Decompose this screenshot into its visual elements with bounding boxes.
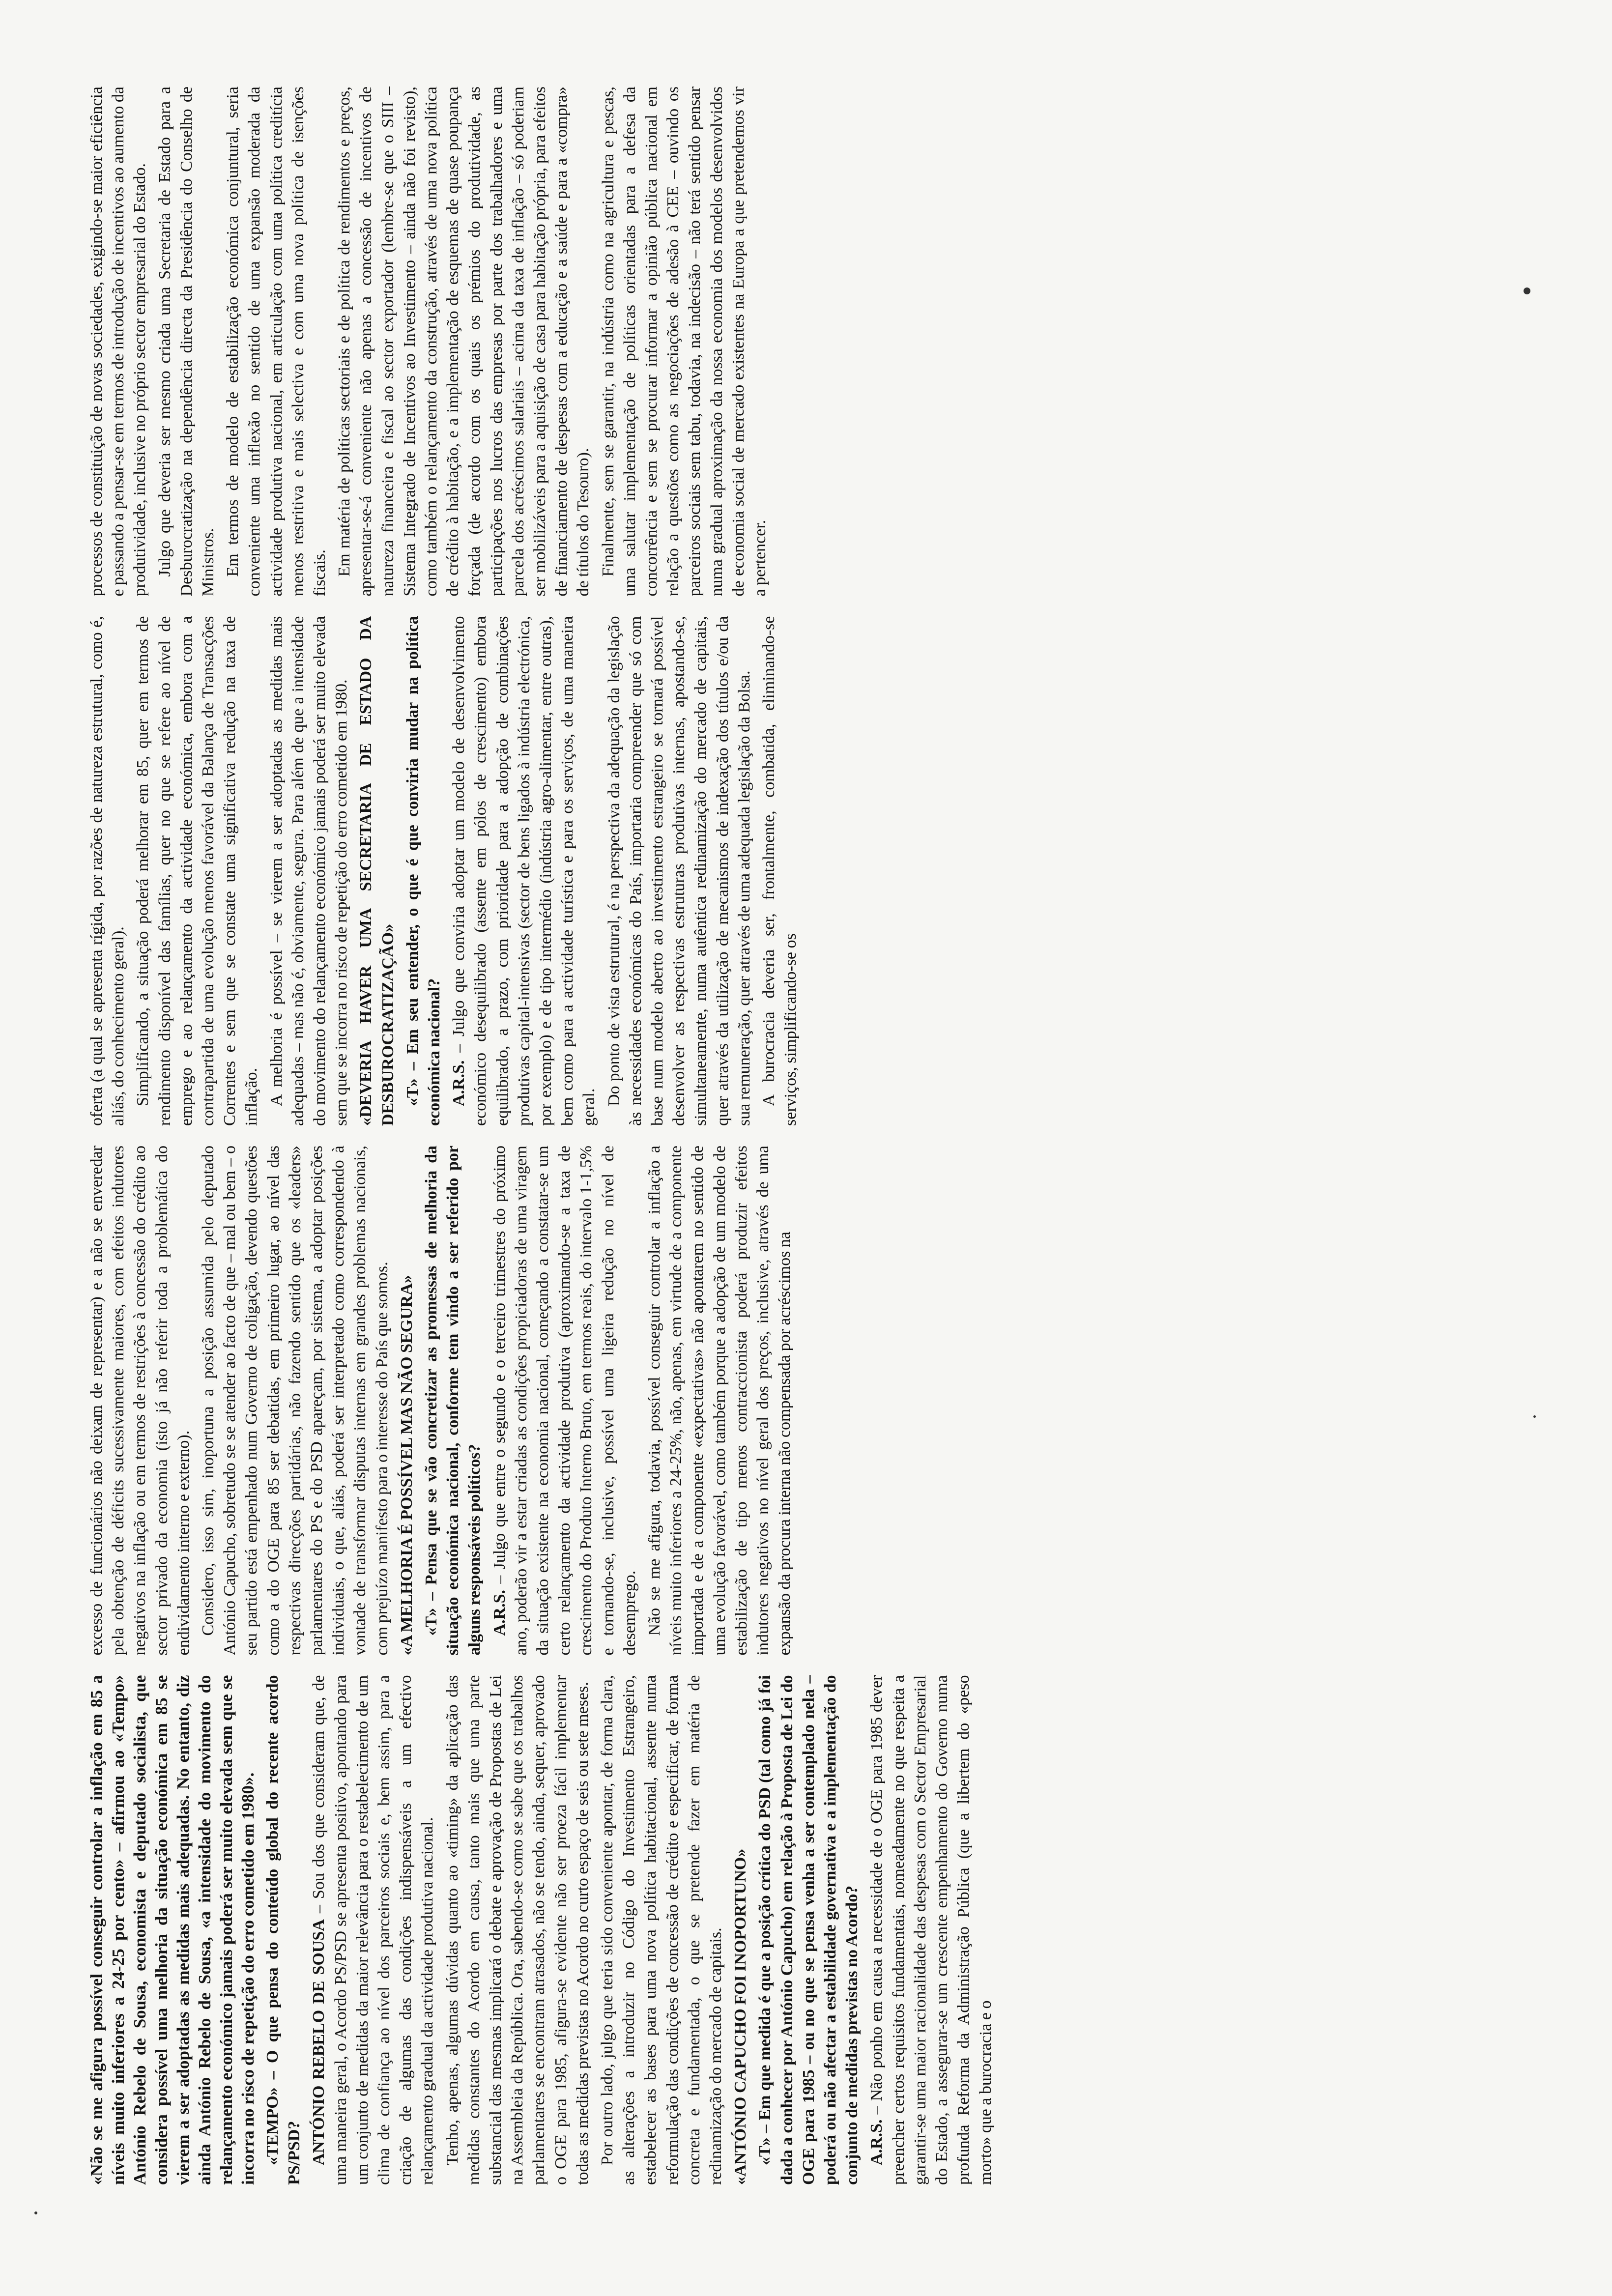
body-paragraph: Do ponto de vista estrutural, é na perspectiva da adequação da legislação às necessidades económicas do País, importaria compreender que só com base num modelo aberto ao investimento estrangeiro se tornará possível desenvolver as respectivas estruturas produtivas internas, apostando-se, simultaneamente, numa autêntica redinamização do mercado de capitais, quer através da utilização de mecanismos de indexação dos títulos e/ou da sua remuneração, quer através de uma adequada legislação da Bolsa.: [604, 616, 753, 1126]
interview-question: «T» – Pensa que se vão concretizar as promessas de melhoria da situação económica nacional, conforme tem vindo a ser referido por alguns responsáveis políticos?: [422, 1146, 484, 1656]
body-paragraph: Considero, isso sim, inoportuna a posição assumida pelo deputado António Capucho, sobretudo se se atender ao facto de que – mal ou bem – o seu partido está empenhado num Governo de coligação, devendo questões como a do OGE para 85 ser debatidas, em primeiro lugar, ao nível das respectivas direcções partidárias, não fazendo sentido que os «leaders» parlamentares do PS e do PSD apareçam, por sistema, a adoptar posições individuais, o que, aliás, poderá ser interpretado como correspondendo à vontade de transformar disputas internas em grandes problemas nacionais, com prejuízo manifesto para o interesse do País que somos.: [199, 1146, 391, 1656]
body-paragraph: Em matéria de políticas sectoriais e de política de rendimentos e preços, apresentar-se-á conveniente não apenas a concessão de incentivos de natureza financeira e fiscal ao sector exportador (lembre-se que o SIII – Sistema Integrado de Incentivos ao Investimento – ainda não foi revisto), como também o relançamento da construção, através de uma nova política de crédito à habitação, e a implementação de esquemas de quase poupança forçada (de acordo com os quais os prémios do produtividade, as participações nos lucros das empresas por parte dos trabalhadores e uma parcela dos acréscimos salariais – acima da taxa de inflação – só poderiam ser mobilizáveis para a aquisição de casa para habitação própria, para efeitos de financiamento de despesas com a educação e a saúde e para a «compra» de títulos do Tesouro).: [335, 86, 593, 597]
body-paragraph: A.R.S. – Julgo que entre o segundo e o terceiro trimestres do próximo ano, poderão vir a estar criadas as condições propiciadoras de uma viragem da situação existente na economia nacional, começando a constatar-se um certo relançamento da actividade produtiva (aproximando-se a taxa de crescimento do Produto Interno Bruto, em termos reais, do intervalo 1-1,5% e tornando-se, inclusive, possível uma ligeira redução no nível de desemprego.: [490, 1146, 639, 1656]
article-lead: «Não se me afigura possível conseguir controlar a inflação em 85 a níveis muito inferiores a 24-25 por cento» – afirmou ao «Tempo» António Rebelo de Sousa, economista e deputado socialista, que considera possível uma melhoria da situação económica em 85 se vierem a ser adoptadas as medidas mais adequadas. No entanto, diz ainda António Rebelo de Sousa, «a intensidade do movimento do relançamento económico jamais poderá ser muito elevada sem que se incorra no risco de repetição do erro cometido em 1980».: [87, 1675, 258, 2185]
body-paragraph: Tenho, apenas, algumas dúvidas quanto ao «timing» da aplicação das medidas constantes do Acordo em causa, tanto mais que uma parte substancial das mesmas implicará o debate e aprovação de Propostas de Lei na Assembleia da República. Ora, sabendo-se como se sabe que os trabalhos parlamentares se encontram atrasados, não se tendo, ainda, sequer, aprovado o OGE para 1985, afigura-se evidente não ser proeza fácil implementar todas as medidas previstas no Acordo no curto espaço de seis ou sete meses.: [443, 1675, 592, 2185]
section-subheading: «DEVERIA HAVER UMA SECRETARIA DE ESTADO DA DESBUROCRATIZAÇÃO»: [357, 616, 397, 1126]
section-subheading: «ANTÓNIO CAPUCHO FOI INOPORTUNO»: [731, 1848, 750, 2185]
body-paragraph: excesso de funcionários não deixam de representar) e a não se enveredar pela obtenção de déficits sucessivamente maiores, com efeitos indutores negativos na inflação ou em termos de restrições à concessão do crédito ao sector privado da economia (isto já não referir toda a problemática do endividamento interno e externo).: [87, 1146, 193, 1656]
interview-question: «T» – Em que medida é que a posição crítica do PSD (tal como já foi dada a conhecer por António Capucho) em relação à Proposta de Lei do OGE para 1985 – ou no que se pensa venha a ser contemplado nela – poderá ou não afectar a estabilidade governativa e a implementação do conjunto de medidas previstas no Acordo?: [756, 1675, 862, 2185]
body-paragraph: A.R.S. – Não ponho em causa a necessidade de o OGE para 1985 dever preencher certos requisitos fundamentais, nomeadamente no que respeita a garantir-se uma maior racionalidade das despesas com o Sector Empresarial do Estado, a assegurar-se um crescente empenhamento do Governo numa profunda Reforma da Administração Pública (que a libertem do «peso morto» que a burocracia e o: [867, 1675, 995, 2185]
section-subheading: «A MELHORIA É POSSÍVEL MAS NÃO SEGURA»: [397, 1275, 416, 1656]
body-paragraph: Por outro lado, julgo que teria sido conveniente apontar, de forma clara, as alterações a introduzir no Código do Investimento Estrangeiro, estabelecer as bases para uma nova política habitacional, assente numa reformulação das condições de concessão de crédito e especificar, de forma concreta e fundamentada, o que se pretende fazer em matéria de redinamização do mercado de capitais.: [598, 1675, 725, 2185]
speaker-name: A.R.S.: [867, 2119, 886, 2165]
body-paragraph: Finalmente, sem se garantir, na indústria como na agricultura e pescas, uma salutar implementação de políticas orientadas para a defesa da concorrência e sem se procurar informar a opinião pública nacional em relação a questões como as negociações de adesão à CEE – ouvindo os parceiros sociais sem tabu, todavia, na indecisão – não terá sentido pensar numa gradual aproximação da nossa economia dos modelos desenvolvidos de economia social de mercado existentes na Europa a que pretendemos vir a pertencer.: [599, 86, 770, 597]
column-4: [86, 86, 1526, 597]
body-paragraph: Em termos de modelo de estabilização económica conjuntural, seria conveniente uma inflexão no sentido de uma expansão moderada da actividade produtiva nacional, em articulação com uma política creditícia menos restritiva e mais selectiva e com uma nova política de isenções fiscais.: [224, 86, 329, 597]
scan-speck: [34, 2211, 37, 2214]
column-2: [86, 1146, 1526, 1656]
interview-question: «T» – Em seu entender, o que é que conviria mudar na política económica nacional?: [403, 616, 444, 1126]
speaker-name: A.R.S.: [490, 1589, 509, 1636]
column-1: [86, 1675, 1526, 2185]
body-paragraph: A melhoria é possível – se vierem a ser adoptadas as medidas mais adequadas – mas não é, obviamente, segura. Para além de que a intensidade do movimento do relançamento económico jamais poderá ser muito elevada sem que se incorra no risco de repetição do erro cometido em 1980.: [267, 616, 351, 1126]
body-paragraph: ANTÓNIO REBELO DE SOUSA – Sou dos que consideram que, de uma maneira geral, o Acordo PS/PSD se apresenta positivo, apontando para um conjunto de medidas da maior relevância para o restabelecimento de um clima de confiança ao nível dos parceiros sociais e, bem assim, para a criação de algumas das condições indispensáveis a um efectivo relançamento gradual da actividade produtiva nacional.: [310, 1675, 437, 2185]
body-paragraph: Julgo que deveria ser mesmo criada uma Secretaria de Estado para a Desburocratização na dependência directa da Presidência do Conselho de Ministros.: [155, 86, 218, 597]
body-paragraph: oferta (a qual se apresenta rígida, por razões de natureza estrutural, como é, aliás, do conhecimento geral).: [87, 616, 128, 1126]
body-paragraph: A burocracia deveria ser, frontalmente, combatida, eliminando-se serviços, simplificando-se os: [760, 616, 800, 1126]
speaker-name: A.R.S.: [450, 1060, 468, 1106]
column-3: [86, 616, 1526, 1126]
body-paragraph: A.R.S. – Julgo que conviria adoptar um modelo de desenvolvimento económico desequilibrado (assente em pólos de crescimento) embora equilibrado, a prazo, com prioridade para a adopção de combinações produtivas capital-intensivas (sector de bens ligados à indústria electrónica, por exemplo) e de tipo intermédio (indústria agro-alimentar, entre outras), bem como para a actividade turística e para os serviços, de uma maneira geral.: [450, 616, 599, 1126]
article-columns: [86, 86, 1526, 2185]
body-paragraph: Não se me afigura, todavia, possível conseguir controlar a inflação a níveis muito inferiores a 24-25%, não, apenas, em virtude de a componente importada e de a componente «expectativas» não apontarem no sentido de uma evolução favorável, como também porque a adopção de um modelo de estabilização de tipo menos contraccionista poderá produzir efeitos indutores negativos no nível geral dos preços, inclusive, através de uma expansão da procura interna não compensada por acréscimos na: [645, 1146, 794, 1656]
newspaper-article: [66, 57, 1546, 2239]
body-paragraph: Simplificando, a situação poderá melhorar em 85, quer em termos de rendimento disponível das famílias, quer no que se refere ao nível de emprego e ao relançamento da actividade económica, embora com a contrapartida de uma evolução menos favorável da Balança de Transacções Correntes e sem que se constate uma significativa redução na taxa de inflação.: [134, 616, 261, 1126]
body-paragraph: processos de constituição de novas sociedades, exigindo-se maior eficiência e passando a pensar-se em termos de introdução de incentivos ao aumento da produtividade, inclusive no próprio sector empresarial do Estado.: [87, 86, 149, 597]
speaker-name: ANTÓNIO REBELO DE SOUSA: [310, 1919, 328, 2165]
interview-question: «TEMPO» – O que pensa do conteúdo global do recente acordo PS/PSD?: [263, 1675, 304, 2185]
